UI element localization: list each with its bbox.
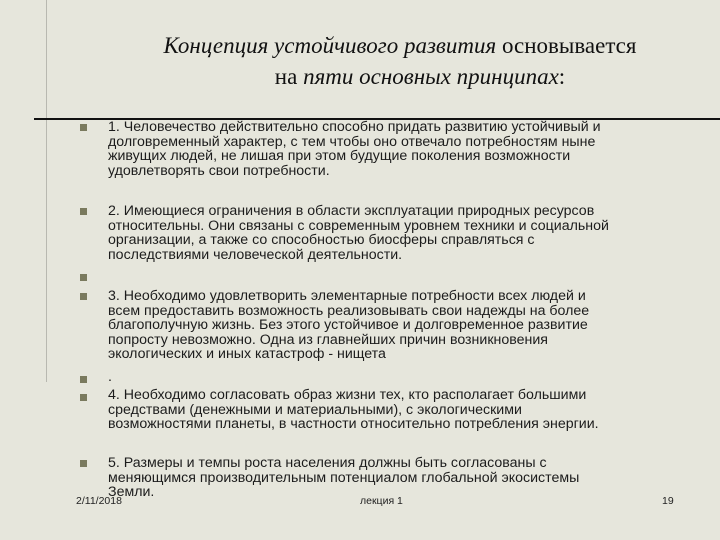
principle-line: попросту невозможно. Одна из главнейших причин возникновения bbox=[108, 331, 548, 348]
stray-period bbox=[108, 370, 683, 385]
principle-line: последствиями человеческой деятельности. bbox=[108, 246, 403, 263]
principle-line: меняющимся производительным потенциалом глобальной экосистемы bbox=[108, 469, 580, 486]
title-line-2-suffix: : bbox=[558, 64, 566, 89]
principle-line: живущих людей, не лишая при этом будущие поколения возможности bbox=[108, 148, 571, 165]
principle-line: возможностями планеты, в частности относительно потребления энергии. bbox=[108, 416, 599, 433]
principle-line: 3. Необходимо удовлетворить элементарные потребности всех людей и bbox=[108, 288, 586, 304]
title-line-1-rest: основывается bbox=[496, 33, 637, 58]
principle-line: средствами (денежными и материальными), с экологическими bbox=[108, 401, 522, 418]
footer-center-label: лекция 1 bbox=[360, 495, 403, 507]
principle-line: организации, а также со способностью биосферы справляться с bbox=[108, 232, 535, 249]
principle-line: . bbox=[108, 369, 112, 385]
principle-4 bbox=[108, 388, 683, 432]
bullet-marker bbox=[80, 274, 87, 281]
bullet-marker bbox=[80, 460, 87, 467]
principle-5 bbox=[108, 456, 683, 500]
bullet-marker bbox=[80, 394, 87, 401]
principle-line: долговременный характер, с тем чтобы оно отвечало потребностям ныне bbox=[108, 133, 596, 150]
bullet-marker bbox=[80, 376, 87, 383]
title-line-2 bbox=[60, 61, 720, 92]
principle-line: благополучную жизнь. Без этого устойчивое и долговременное развитие bbox=[108, 317, 588, 334]
footer-date: 2/11/2018 bbox=[76, 495, 122, 507]
principle-line: всем предоставить возможность реализовывать свои надежды на более bbox=[108, 302, 590, 319]
principle-line: экологических и иных катастроф - нищета bbox=[108, 346, 386, 363]
bullet-marker bbox=[80, 124, 87, 131]
bullet-marker bbox=[80, 293, 87, 300]
principle-line: относительны. Они связаны с современным уровнем техники и социальной bbox=[108, 217, 609, 234]
slide-title bbox=[60, 30, 720, 92]
bullet-marker bbox=[80, 208, 87, 215]
principle-line: 4. Необходимо согласовать образ жизни тех, кто располагает большими bbox=[108, 387, 587, 403]
principle-line: 5. Размеры и темпы роста населения должны быть согласованы с bbox=[108, 455, 547, 471]
principle-2 bbox=[108, 204, 683, 262]
principle-line: 1. Человечество действительно способно придать развитию устойчивый и bbox=[108, 119, 601, 135]
title-line-1 bbox=[60, 30, 720, 61]
principle-line: 2. Имеющиеся ограничения в области эксплуатации природных ресурсов bbox=[108, 203, 595, 219]
principle-line: Земли. bbox=[108, 484, 155, 501]
principle-1 bbox=[108, 120, 683, 178]
left-vertical-rule bbox=[46, 0, 47, 382]
principle-line: удовлетворять свои потребности. bbox=[108, 162, 330, 179]
title-line-2-prefix: на bbox=[274, 64, 304, 89]
footer-page-number: 19 bbox=[662, 495, 674, 507]
title-line-1-italic: Концепция устойчивого развития bbox=[163, 33, 497, 58]
principle-3 bbox=[108, 289, 683, 362]
title-line-2-italic: пяти основных принципах bbox=[303, 64, 559, 89]
